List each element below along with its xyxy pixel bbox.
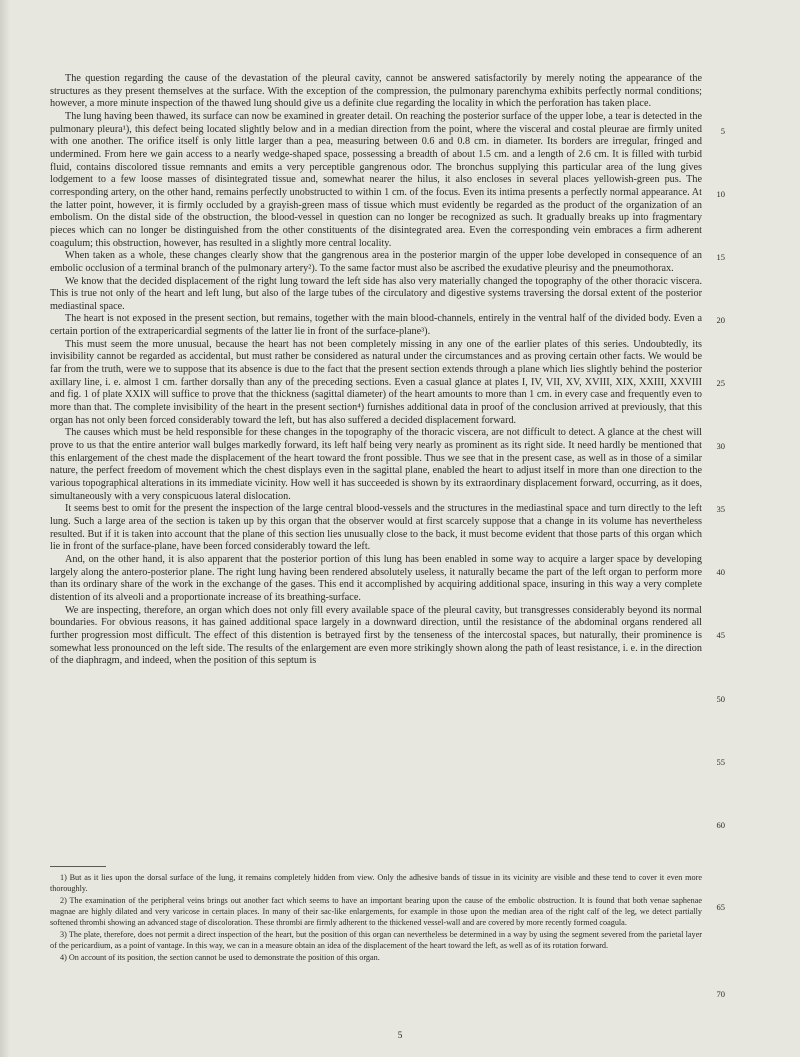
- body-paragraph: The lung having been thawed, its surface can now be examined in greater detail. On reaching the posterior surface of the upper lobe, a tear is detected in the pulmonary pleura¹), this defect being located slightly below and in a median direction from the point, where the visceral and costal pleurae are firmly united with one another. The orifice itself is only little larger than a pea, measuring between 0.6 and 0.8 cm. in diameter. Its borders are irregular, fringed and undermined. From here we gain access to a nearly wedge-shaped space, possessing a breadth of about 1.5 cm. and a length of 2.6 cm. It is filled with turbid fluid, contains discolored tissue remnants and emits a very perceptible gangrenous odor. The bronchus supplying this particular area of the lung gives lodgement to a few loose masses of disintegrated tissue and, somewhat nearer the hilus, it also encloses in several places yellowish-green pus. The corresponding artery, on the other hand, remains perfectly unobstructed to within 1 cm. of the focus. Even its intima presents a perfectly normal appearance. At the latter point, however, it is firmly occluded by a grayish-green mass of tissue which must evidently be regarded as the product of the organization of an embolism. On the distal side of the obstruction, the blood-vessel in question can no longer be recognized as such. It gradually breaks up into fragmentary pieces which can no longer be distinguished from the other constituents of the disintegrated area. Even the corresponding vein embraces a firm adherent coagulum; this obstruction, however, has resulted in a slightly more central locality.: [50, 110, 702, 249]
- footnote: 3) The plate, therefore, does not permit a direct inspection of the heart, but the position of this organ can nevertheless be determined in a way by using the segment severed from the parietal layer of the pericardium, as a point of vantage. In this way, we can in a measure obtain an idea of the displacement of the heart toward the left, as well as of its rotation forward.: [50, 930, 702, 950]
- body-paragraph: We are inspecting, therefore, an organ which does not only fill every available space of the pleural cavity, but transgresses considerably beyond its normal boundaries. For obvious reasons, it has gained additional space largely in a downward direction, until the resistance of the abdominal organs rendered all further progression most difficult. The effect of this distention is betrayed first by the tenseness of the intercostal spaces, but naturally, their prominence is somewhat less pronounced on the left side. The results of the enlargement are even more strikingly shown along the path of least resistance, i. e. in the direction of the diaphragm, and indeed, when the position of this septum is: [50, 604, 702, 667]
- line-number: 25: [716, 378, 725, 388]
- body-paragraph: It seems best to omit for the present the inspection of the large central blood-vessels and the structures in the mediastinal space and turn directly to the left lung. Such a large area of the section is taken up by this organ that the observer would at first scarcely suppose that a change in its volume has nevertheless resulted. But if it is taken into account that the plane of this section lies unusually close to the back, it must become evident that those parts of this organ which lie in front of the surface-plane, have been forced considerably toward the left.: [50, 503, 702, 553]
- line-number: 40: [716, 567, 725, 577]
- line-number: 35: [716, 504, 725, 514]
- line-number: 45: [716, 630, 725, 640]
- line-number: 30: [716, 441, 725, 451]
- page-number: 5: [397, 1031, 403, 1041]
- body-paragraph: The question regarding the cause of the devastation of the pleural cavity, cannot be answered satisfactorily by merely noting the appearance of the structures as they present themselves at the surface. With the exception of the compression, the pulmonary parenchyma exhibits perfectly normal conditions; however, a more minute inspection of the thawed lung should give us a definite clue regarding the locality in which the perforation has taken place.: [50, 73, 702, 110]
- line-number: 65: [716, 902, 725, 912]
- body-paragraph: The heart is not exposed in the present section, but remains, together with the main blood-channels, entirely in the ventral half of the divided body. Even a certain portion of the extrapericardial segments of the latter lie in front of the surface-plane³).: [50, 313, 702, 338]
- footnotes: [50, 872, 702, 964]
- footnote-divider: [50, 866, 106, 867]
- body-paragraph: And, on the other hand, it is also apparent that the posterior portion of this lung has been enabled in some way to acquire a larger space by developing largely along the antero-posterior plane. The right lung having been rendered absolutely useless, it naturally became the part of the left organ to perform more than its ordinary share of the work in the exchange of the gases. This end it accomplished by acquiring additional space, insuring in this way a very complete distention of its alveoli and a proportionate increase of its breathing-surface.: [50, 553, 702, 603]
- body-paragraph: The causes which must be held responsible for these changes in the topography of the thoracic viscera, are not difficult to detect. A glance at the chest will prove to us that the entire anterior wall bulges markedly forward, its left half being very nearly as prominent as its right side. It need hardly be mentioned that this enlargement of the chest made the displacement of the heart toward the front possible. Thus we see that in the present case, as well as in those of a similar nature, the perfect freedom of movement which the chest displays even in the sagittal plane, enabled the heart to adjust itself in more than one direction to the various topographical alterations in its immediate vicinity. How well it has succeeded is shown by its extraordinary displacement forward, occurring, as it does, simultaneously with a very conspicuous lateral dislocation.: [50, 427, 702, 502]
- footnote: 2) The examination of the peripheral veins brings out another fact which seems to have an important bearing upon the cause of the embolic obstruction. It is found that both venae saphenae magnae are highly dilated and very varicose in certain places. In many of their sac-like enlargements, for example in those upon the median area of the right calf of the leg, we detect partially softened thrombi showing an advanced stage of discoloration. These thrombi are firmly adherent to the thickened vessel-wall and are covered by more recently formed coagula.: [50, 896, 702, 927]
- footnote: 1) But as it lies upon the dorsal surface of the lung, it remains completely hidden from view. Only the adhesive bands of tissue in its vicinity are visible and these tend to cover it even more thoroughly.: [50, 873, 702, 893]
- main-text: [50, 73, 702, 668]
- line-number: 70: [716, 989, 725, 999]
- body-paragraph: This must seem the more unusual, because the heart has not been completely missing in any one of the earlier plates of this series. Undoubtedly, its invisibility cannot be regarded as accidental, but must rather be considered as natural under the circumstances and as proving certain other facts. We would be far from the truth, were we to suppose that its absence is due to the fact that the present section extends through a plane which lies slightly behind the posterior axillary line, i. e. almost 1 cm. farther dorsally than any of the preceding sections. Even a casual glance at plates I, IV, VII, XV, XVIII, XIX, XXIII, XXVIII and fig. 1 of plate XXIX will suffice to prove that the thickness (sagittal diameter) of the heart amounts to more than 1 cm. in every case and frequently even to more than that. The complete invisibility of the heart in the present section⁴) furnishes additional data in proof of the conclusion arrived at previously, that this organ has not only been forced considerably toward the left, but has also suffered a decided displacement forward.: [50, 338, 702, 426]
- line-number: 60: [716, 820, 725, 830]
- body-paragraph: When taken as a whole, these changes clearly show that the gangrenous area in the posterior margin of the upper lobe developed in consequence of an embolic occlusion of a terminal branch of the pulmonary artery²). To the same factor must also be ascribed the exudative pleurisy and the pneumothorax.: [50, 250, 702, 274]
- binding-edge: [0, 0, 10, 1057]
- line-number: 55: [716, 757, 725, 767]
- line-number: 50: [716, 694, 725, 704]
- line-number: 10: [716, 189, 725, 199]
- line-number: 5: [720, 126, 725, 136]
- footnote: 4) On account of its position, the section cannot be used to demonstrate the position of this organ.: [60, 953, 380, 962]
- body-paragraph: We know that the decided displacement of the right lung toward the left side has also very materially changed the topography of the other thoracic viscera. This is true not only of the heart and left lung, but also of the large tubes of the circulatory and digestive systems traversing the dorsal extent of the posterior mediastinal space.: [50, 275, 702, 312]
- line-number: 20: [716, 315, 725, 325]
- line-number: 15: [716, 252, 725, 262]
